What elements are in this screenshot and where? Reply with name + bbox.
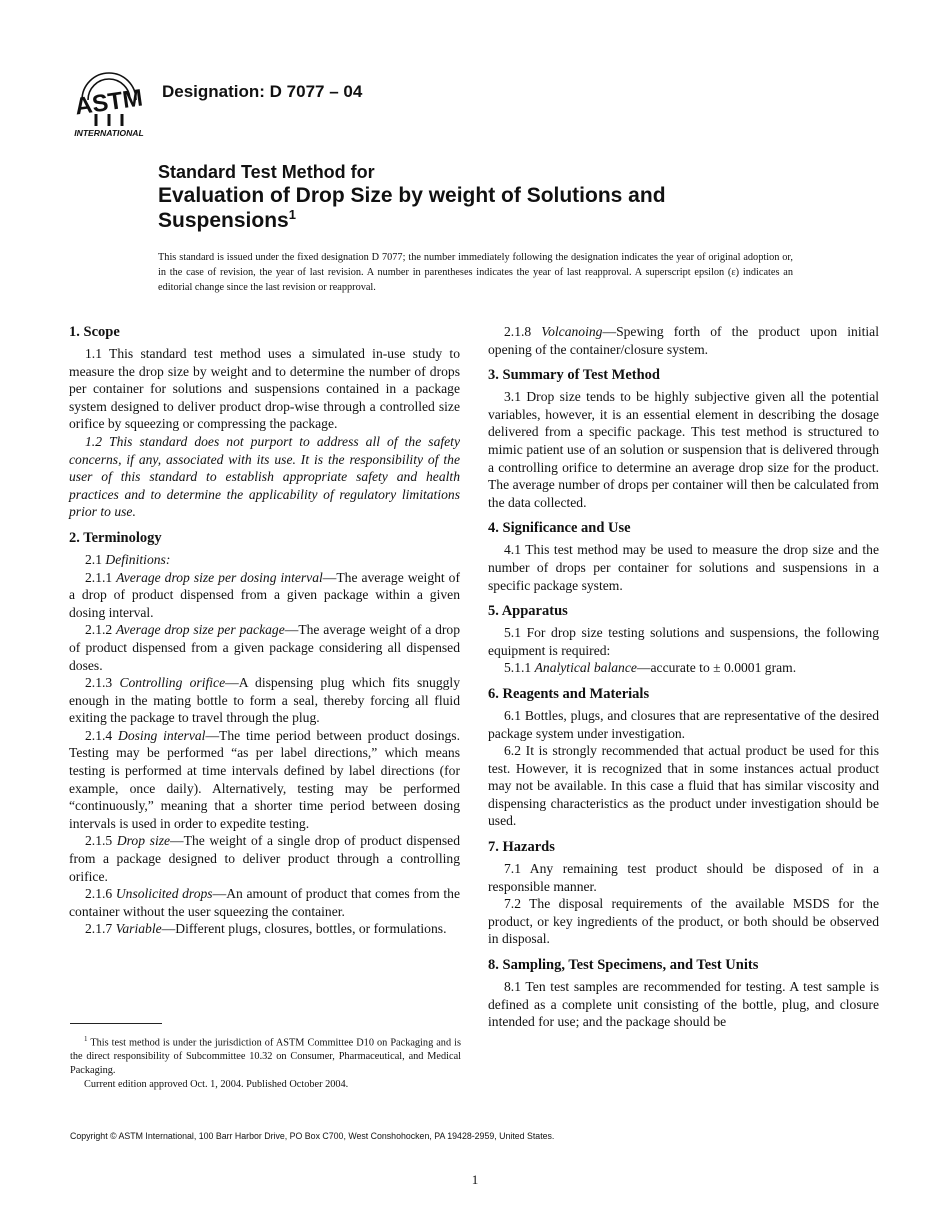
definition: —The average weight of a drop of product dispensed from a given package considering all dispensed doses. <box>69 622 461 673</box>
paragraph-2-1-7 <box>69 920 460 938</box>
num: 2.1.1 <box>85 569 113 585</box>
section-heading-summary: 3. Summary of Test Method <box>488 367 660 384</box>
definition: —An amount of product that comes from the container without the user squeezing the container. <box>69 886 461 919</box>
num: 2.1.6 <box>85 886 113 902</box>
left-column <box>69 323 460 938</box>
term: Definitions: <box>105 551 171 567</box>
footnote-divider <box>70 1023 162 1024</box>
issuance-note: This standard is issued under the fixed designation D 7077; the number immediately following the designation indicates the year of original adoption or, in the case of revision, the year of last revision. A number in parentheses indicates the year of last reapproval. A superscript epsilon (ε) indicates an editorial change since the last revision or reapproval. <box>158 252 793 293</box>
num: 5.1.1 <box>504 660 532 676</box>
section-heading-significance: 4. Significance and Use <box>488 520 631 537</box>
paragraph-2-1-6 <box>69 885 460 920</box>
term: Controlling orifice <box>119 675 226 691</box>
paragraph-2-1-8 <box>488 323 879 358</box>
document-title <box>158 162 858 233</box>
paragraph-1-1: 1.1 This standard test method uses a simulated in-use study to measure the drop size by weight and to determine the number of drops per container for solutions and suspensions contained in a package system designed to deliver product drop-wise through a controlled size orifice by squeezing or compressing the package. <box>69 346 460 432</box>
paragraph-1-2: 1.2 This standard does not purport to address all of the safety concerns, if any, associated with its use. It is the responsibility of the user of this standard to establish appropriate safety and health practices and to determine the applicability of regulatory limitations prior to use. <box>69 433 460 520</box>
paragraph-7-1: 7.1 Any remaining test product should be disposed of in a responsible manner. <box>488 861 879 894</box>
paragraph-6-1: 6.1 Bottles, plugs, and closures that are representative of the desired package system under investigation. <box>488 707 879 741</box>
num: 2.1.5 <box>85 833 113 849</box>
section-heading-hazards: 7. Hazards <box>488 839 555 856</box>
page-number: 1 <box>471 1172 479 1187</box>
definition: —The weight of a single drop of product dispensed from a package designed to deliver product through a controlling orifice. <box>69 833 460 884</box>
num: 2.1.4 <box>85 727 113 743</box>
num: 2.1.7 <box>85 921 113 937</box>
paragraph-5-1-1 <box>488 659 879 677</box>
num: 2.1 <box>85 551 102 567</box>
paragraph-2-1-3 <box>69 674 460 727</box>
section-heading-apparatus: 5. Apparatus <box>488 603 568 620</box>
term: Average drop size per package <box>116 622 285 638</box>
footnote-text <box>70 1032 461 1078</box>
paragraph-4-1: 4.1 This test method may be used to measure the drop size and the number of drops per container for solutions and suspensions in a specific package system. <box>488 542 879 593</box>
paragraph-2-1-5 <box>69 832 460 885</box>
title-line-1: Standard Test Method for <box>158 162 375 182</box>
paragraph-2-1 <box>69 551 460 569</box>
definition: —accurate to ± 0.0001 gram. <box>636 660 797 676</box>
paragraph-8-1: 8.1 Ten test samples are recommended for testing. A test sample is defined as a complete unit consisting of the bottle, plug, and closure intended for use; and the package should be <box>488 979 879 1030</box>
astm-logo <box>68 66 150 138</box>
definition: —Spewing forth of the product upon initial opening of the container/closure system. <box>488 324 879 357</box>
paragraph-2-1-1 <box>69 569 460 622</box>
num: 2.1.8 <box>504 324 532 339</box>
term: Volcanoing <box>541 324 603 339</box>
logo-subtext: INTERNATIONAL <box>74 128 144 138</box>
designation: Designation: D 7077 – 04 <box>162 82 363 101</box>
section-heading-sampling: 8. Sampling, Test Specimens, and Test Units <box>488 957 759 974</box>
footnote <box>70 1032 461 1092</box>
paragraph-5-1: 5.1 For drop size testing solutions and suspensions, the following equipment is required: <box>488 625 879 658</box>
term: Variable <box>115 921 162 937</box>
paragraph-2-1-4 <box>69 727 460 833</box>
copyright: Copyright © ASTM International, 100 Barr Harbor Drive, PO Box C700, West Conshohocken, PA 19428-2959, United States. <box>70 1131 555 1141</box>
definition: —Different plugs, closures, bottles, or formulations. <box>161 921 447 937</box>
logo-text: ASTM <box>73 84 145 121</box>
paragraph-3-1: 3.1 Drop size tends to be highly subjective given all the potential variables, however, it is an essential element in describing the dosage delivered from a specific package. This test method is structured to mimic patient use of an solution or suspension that is delivered through a controlling orifice to determine an average drop size for the product. The average number of drops per container will then be calculated from the data collected. <box>488 389 879 510</box>
definition: —A dispensing plug which fits snuggly enough in the mating bottle to form a seal, thereby forcing all fluid exiting the package to travel through the plug. <box>69 675 460 726</box>
paragraph-6-2: 6.2 It is strongly recommended that actual product be used for this test. However, it is recognized that in some instances actual product may not be available. In this case a fluid that has similar viscosity and dispensing characteristics as the product under investigation should be used. <box>488 743 879 829</box>
title-footnote-mark: 1 <box>288 207 296 222</box>
paragraph-2-1-2 <box>69 621 460 674</box>
right-column <box>488 323 879 1031</box>
term: Drop size <box>116 833 171 849</box>
footnote-edition: Current edition approved Oct. 1, 2004. Published October 2004. <box>84 1079 349 1091</box>
title-line-3 <box>158 208 858 233</box>
term: Dosing interval <box>118 727 206 743</box>
section-heading-terminology: 2. Terminology <box>69 529 162 546</box>
term: Average drop size per dosing interval <box>116 569 323 585</box>
num: 2.1.3 <box>85 675 113 691</box>
section-heading-scope: 1. Scope <box>69 324 120 340</box>
footnote-mark: 1 <box>84 1035 88 1043</box>
title-line-2: Evaluation of Drop Size by weight of Solutions and <box>158 184 666 207</box>
definition: —The time period between product dosings. Testing may be performed “as per label directions,” which means testing is performed at time intervals defined by label directions (for example, once daily). Alternatively, testing may be performed “continuously,” meaning that a shorter time period between dosing intervals is used in order to expedite testing. <box>69 727 460 831</box>
section-heading-reagents: 6. Reagents and Materials <box>488 685 650 702</box>
num: 2.1.2 <box>85 622 113 638</box>
term: Unsolicited drops <box>115 886 213 902</box>
term: Analytical balance <box>534 660 637 676</box>
definition: —The average weight of a drop of product dispensed from a given package within a given dosing interval. <box>69 569 460 620</box>
title-line-3-text: Suspensions <box>158 209 289 232</box>
paragraph-7-2: 7.2 The disposal requirements of the available MSDS for the product, or key ingredients of the product, or both should be observed in disposal. <box>488 896 879 947</box>
footnote-body: This test method is under the jurisdiction of ASTM Committee D10 on Packaging and is the direct responsibility of Subcommittee 10.32 on Consumer, Pharmaceutical, and Medical Packaging. <box>70 1037 462 1077</box>
